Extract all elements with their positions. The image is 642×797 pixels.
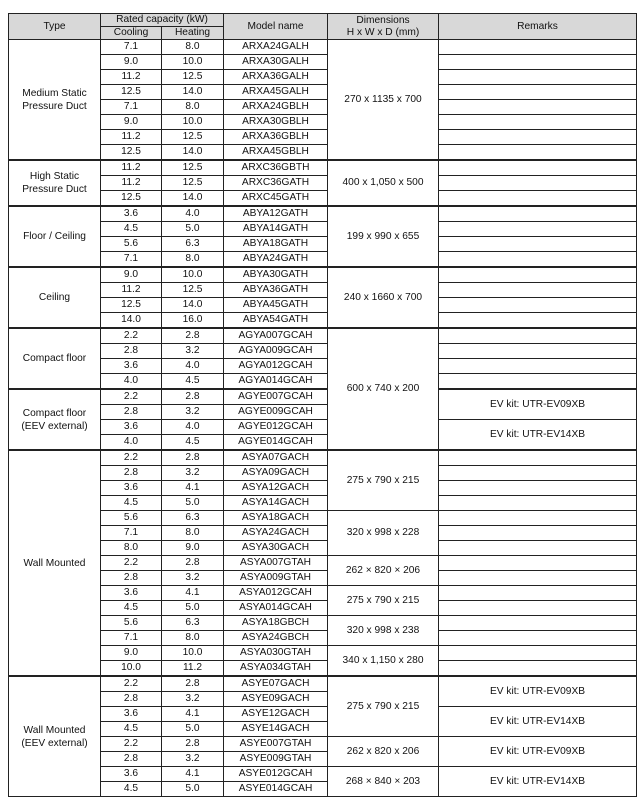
table-row <box>9 130 637 145</box>
type-cell <box>9 328 101 389</box>
cooling-cell: 9.0 <box>101 115 162 130</box>
remarks-cell <box>439 40 637 55</box>
dimensions-cell: 400 x 1,050 x 500 <box>328 160 439 206</box>
model-name-cell: ARXA30GBLH <box>224 115 328 130</box>
heating-cell: 8.0 <box>162 252 224 268</box>
model-name-cell: ARXA24GBLH <box>224 100 328 115</box>
cooling-cell: 2.8 <box>101 692 162 707</box>
table-row <box>9 466 637 481</box>
cooling-cell: 3.6 <box>101 420 162 435</box>
model-name-cell: AGYA012GCAH <box>224 359 328 374</box>
cooling-cell: 2.2 <box>101 389 162 405</box>
table-row <box>9 145 637 161</box>
table-row <box>9 389 637 405</box>
remarks-cell <box>439 631 637 646</box>
cooling-cell: 2.2 <box>101 328 162 344</box>
heating-cell: 5.0 <box>162 222 224 237</box>
remarks-cell: EV kit: UTR-EV09XB <box>439 676 637 707</box>
remarks-cell <box>439 359 637 374</box>
table-row <box>9 767 637 782</box>
heating-cell: 5.0 <box>162 782 224 797</box>
remarks-cell <box>439 70 637 85</box>
model-name-cell: ASYA034GTAH <box>224 661 328 677</box>
heating-cell: 5.0 <box>162 722 224 737</box>
table-row <box>9 631 637 646</box>
cooling-cell: 4.5 <box>101 601 162 616</box>
heating-cell: 3.2 <box>162 571 224 586</box>
remarks-cell <box>439 206 637 222</box>
model-name-cell: ASYE07GACH <box>224 676 328 692</box>
table-row <box>9 85 637 100</box>
model-name-cell: ASYA012GCAH <box>224 586 328 601</box>
heating-cell: 12.5 <box>162 283 224 298</box>
heating-cell: 4.5 <box>162 435 224 451</box>
remarks-cell: EV kit: UTR-EV14XB <box>439 767 637 797</box>
cooling-cell: 3.6 <box>101 586 162 601</box>
heating-cell: 12.5 <box>162 160 224 176</box>
type-label-line: Compact floor <box>22 353 87 364</box>
type-label-line: Floor / Ceiling <box>23 231 86 242</box>
cooling-cell: 2.2 <box>101 737 162 752</box>
remarks-cell <box>439 586 637 601</box>
model-name-cell: ABYA30GATH <box>224 267 328 283</box>
remarks-cell <box>439 267 637 283</box>
table-row <box>9 206 637 222</box>
remarks-cell <box>439 450 637 466</box>
dimensions-cell: 268 × 840 × 203 <box>328 767 439 797</box>
cooling-cell: 2.2 <box>101 556 162 571</box>
heating-cell: 6.3 <box>162 616 224 631</box>
heating-cell: 2.8 <box>162 676 224 692</box>
cooling-cell: 11.2 <box>101 130 162 145</box>
model-name-cell: AGYE012GCAH <box>224 420 328 435</box>
heating-cell: 10.0 <box>162 646 224 661</box>
table-row <box>9 40 637 55</box>
cooling-cell: 4.0 <box>101 374 162 390</box>
cooling-cell: 4.5 <box>101 782 162 797</box>
type-cell <box>9 160 101 206</box>
heating-cell: 9.0 <box>162 541 224 556</box>
remarks-cell <box>439 85 637 100</box>
cooling-cell: 2.8 <box>101 405 162 420</box>
type-label-line: Pressure Duct <box>22 184 87 195</box>
header-dimensions-line1: Dimensions <box>356 14 410 26</box>
model-name-cell: ASYA24GACH <box>224 526 328 541</box>
heating-cell: 10.0 <box>162 115 224 130</box>
remarks-cell <box>439 283 637 298</box>
heating-cell: 12.5 <box>162 70 224 85</box>
type-cell <box>9 389 101 450</box>
table-row <box>9 344 637 359</box>
type-label-line: Pressure Duct <box>22 100 87 112</box>
dimensions-cell: 199 x 990 x 655 <box>328 206 439 267</box>
model-name-cell: ASYA009GTAH <box>224 571 328 586</box>
heating-cell: 2.8 <box>162 737 224 752</box>
table-row <box>9 115 637 130</box>
cooling-cell: 14.0 <box>101 313 162 329</box>
remarks-cell <box>439 344 637 359</box>
model-name-cell: ASYE012GCAH <box>224 767 328 782</box>
model-name-cell: ARXA24GALH <box>224 40 328 55</box>
cooling-cell: 2.8 <box>101 466 162 481</box>
heating-cell: 3.2 <box>162 405 224 420</box>
table-row <box>9 496 637 511</box>
cooling-cell: 5.6 <box>101 237 162 252</box>
heating-cell: 8.0 <box>162 100 224 115</box>
model-name-cell: ASYA07GACH <box>224 450 328 466</box>
remarks-cell <box>439 298 637 313</box>
table-row <box>9 586 637 601</box>
model-name-cell: AGYA007GCAH <box>224 328 328 344</box>
heating-cell: 12.5 <box>162 130 224 145</box>
table-row <box>9 450 637 466</box>
cooling-cell: 2.8 <box>101 571 162 586</box>
remarks-cell <box>439 511 637 526</box>
cooling-cell: 5.6 <box>101 511 162 526</box>
model-name-cell: AGYE014GCAH <box>224 435 328 451</box>
heating-cell: 14.0 <box>162 298 224 313</box>
cooling-cell: 4.5 <box>101 496 162 511</box>
model-name-cell: ABYA18GATH <box>224 237 328 252</box>
table-row <box>9 646 637 661</box>
model-name-cell: ABYA24GATH <box>224 252 328 268</box>
table-row <box>9 707 637 722</box>
cooling-cell: 8.0 <box>101 541 162 556</box>
remarks-cell <box>439 646 637 661</box>
cooling-cell: 11.2 <box>101 283 162 298</box>
type-label-line: High Static <box>29 171 80 182</box>
remarks-cell: EV kit: UTR-EV09XB <box>439 737 637 767</box>
remarks-cell <box>439 176 637 191</box>
model-name-cell: ARXA36GALH <box>224 70 328 85</box>
type-cell <box>9 450 101 676</box>
remarks-cell <box>439 571 637 586</box>
cooling-cell: 2.2 <box>101 450 162 466</box>
cooling-cell: 9.0 <box>101 55 162 70</box>
header-type: Type <box>9 14 101 40</box>
remarks-cell <box>439 601 637 616</box>
remarks-cell <box>439 496 637 511</box>
model-name-cell: ARXC36GATH <box>224 176 328 191</box>
remarks-cell <box>439 374 637 390</box>
table-row <box>9 737 637 752</box>
remarks-cell <box>439 222 637 237</box>
table-header <box>9 14 637 40</box>
remarks-cell <box>439 313 637 329</box>
model-name-cell: ASYA030GTAH <box>224 646 328 661</box>
table-row <box>9 359 637 374</box>
model-name-cell: ASYA014GCAH <box>224 601 328 616</box>
model-name-cell: ASYA007GTAH <box>224 556 328 571</box>
heating-cell: 4.0 <box>162 420 224 435</box>
model-name-cell: ARXC45GATH <box>224 191 328 207</box>
remarks-cell <box>439 252 637 268</box>
cooling-cell: 2.2 <box>101 676 162 692</box>
header-dimensions <box>328 14 439 40</box>
remarks-cell <box>439 661 637 677</box>
remarks-cell: EV kit: UTR-EV14XB <box>439 707 637 737</box>
table-row <box>9 100 637 115</box>
table-row <box>9 191 637 207</box>
header-heating: Heating <box>162 27 224 40</box>
heating-cell: 4.1 <box>162 586 224 601</box>
model-name-cell: ABYA36GATH <box>224 283 328 298</box>
cooling-cell: 7.1 <box>101 631 162 646</box>
cooling-cell: 3.6 <box>101 707 162 722</box>
cooling-cell: 2.8 <box>101 752 162 767</box>
type-cell <box>9 206 101 267</box>
model-name-cell: ASYA14GACH <box>224 496 328 511</box>
remarks-cell <box>439 55 637 70</box>
heating-cell: 4.0 <box>162 206 224 222</box>
type-label-line: Wall Mounted <box>23 724 86 736</box>
table-row <box>9 70 637 85</box>
type-cell <box>9 40 101 161</box>
model-name-cell: ASYA12GACH <box>224 481 328 496</box>
heating-cell: 3.2 <box>162 344 224 359</box>
heating-cell: 2.8 <box>162 450 224 466</box>
heating-cell: 3.2 <box>162 466 224 481</box>
cooling-cell: 4.0 <box>101 435 162 451</box>
table-row <box>9 252 637 268</box>
table-row <box>9 374 637 390</box>
heating-cell: 3.2 <box>162 752 224 767</box>
model-name-cell: ASYA30GACH <box>224 541 328 556</box>
table-row <box>9 313 637 329</box>
type-label-line: Ceiling <box>38 292 71 303</box>
model-name-cell: ASYA09GACH <box>224 466 328 481</box>
table-row <box>9 222 637 237</box>
table-row <box>9 283 637 298</box>
table-body <box>9 40 637 797</box>
remarks-cell <box>439 466 637 481</box>
model-name-cell: ARXA45GALH <box>224 85 328 100</box>
dimensions-cell: 240 x 1660 x 700 <box>328 267 439 328</box>
table-row <box>9 55 637 70</box>
remarks-cell: EV kit: UTR-EV09XB <box>439 389 637 420</box>
table-row <box>9 601 637 616</box>
model-name-cell: ARXC36GBTH <box>224 160 328 176</box>
type-cell <box>9 676 101 797</box>
cooling-cell: 10.0 <box>101 661 162 677</box>
heating-cell: 10.0 <box>162 55 224 70</box>
cooling-cell: 5.6 <box>101 616 162 631</box>
remarks-cell <box>439 328 637 344</box>
table-row <box>9 616 637 631</box>
model-name-cell: ASYE009GTAH <box>224 752 328 767</box>
dimensions-cell: 320 x 998 x 228 <box>328 511 439 556</box>
cooling-cell: 11.2 <box>101 160 162 176</box>
cooling-cell: 3.6 <box>101 206 162 222</box>
table-row <box>9 661 637 677</box>
table-row <box>9 237 637 252</box>
heating-cell: 2.8 <box>162 556 224 571</box>
heating-cell: 4.5 <box>162 374 224 390</box>
table-row <box>9 160 637 176</box>
model-name-cell: ASYE12GACH <box>224 707 328 722</box>
cooling-cell: 12.5 <box>101 145 162 161</box>
cooling-cell: 3.6 <box>101 767 162 782</box>
table-row <box>9 267 637 283</box>
cooling-cell: 9.0 <box>101 646 162 661</box>
heating-cell: 14.0 <box>162 191 224 207</box>
cooling-cell: 9.0 <box>101 267 162 283</box>
heating-cell: 5.0 <box>162 601 224 616</box>
type-label-line: Wall Mounted <box>23 557 86 569</box>
heating-cell: 6.3 <box>162 511 224 526</box>
model-name-cell: ASYE007GTAH <box>224 737 328 752</box>
cooling-cell: 4.5 <box>101 222 162 237</box>
heating-cell: 14.0 <box>162 85 224 100</box>
table-row <box>9 481 637 496</box>
dimensions-cell: 275 x 790 x 215 <box>328 676 439 737</box>
table-row <box>9 511 637 526</box>
heating-cell: 2.8 <box>162 328 224 344</box>
remarks-cell <box>439 541 637 556</box>
remarks-cell <box>439 130 637 145</box>
cooling-cell: 12.5 <box>101 85 162 100</box>
dimensions-cell: 320 x 998 x 238 <box>328 616 439 646</box>
model-name-cell: AGYE009GCAH <box>224 405 328 420</box>
heating-cell: 14.0 <box>162 145 224 161</box>
cooling-cell: 7.1 <box>101 100 162 115</box>
model-name-cell: ABYA12GATH <box>224 206 328 222</box>
heating-cell: 4.1 <box>162 707 224 722</box>
type-label-line: Medium Static <box>22 87 87 99</box>
model-name-cell: AGYE007GCAH <box>224 389 328 405</box>
heating-cell: 4.1 <box>162 767 224 782</box>
table-row <box>9 176 637 191</box>
model-name-cell: ASYA18GBCH <box>224 616 328 631</box>
heating-cell: 2.8 <box>162 389 224 405</box>
cooling-cell: 11.2 <box>101 176 162 191</box>
header-cooling: Cooling <box>101 27 162 40</box>
model-name-cell: ASYE09GACH <box>224 692 328 707</box>
table-row <box>9 541 637 556</box>
remarks-cell <box>439 556 637 571</box>
dimensions-cell: 262 x 820 x 206 <box>328 737 439 767</box>
cooling-cell: 7.1 <box>101 252 162 268</box>
model-name-cell: ABYA54GATH <box>224 313 328 329</box>
remarks-cell <box>439 526 637 541</box>
model-name-cell: ASYE14GACH <box>224 722 328 737</box>
table-row <box>9 526 637 541</box>
remarks-cell <box>439 191 637 207</box>
type-label-line: (EEV external) <box>21 420 88 432</box>
table-row <box>9 298 637 313</box>
table-row <box>9 571 637 586</box>
model-name-cell: ABYA14GATH <box>224 222 328 237</box>
remarks-cell <box>439 616 637 631</box>
model-name-cell: ARXA30GALH <box>224 55 328 70</box>
header-model-name: Model name <box>224 14 328 40</box>
heating-cell: 8.0 <box>162 526 224 541</box>
remarks-cell <box>439 115 637 130</box>
heating-cell: 3.2 <box>162 692 224 707</box>
cooling-cell: 4.5 <box>101 722 162 737</box>
model-name-cell: AGYA009GCAH <box>224 344 328 359</box>
heating-cell: 11.2 <box>162 661 224 677</box>
dimensions-cell: 270 x 1135 x 700 <box>328 40 439 161</box>
heating-cell: 10.0 <box>162 267 224 283</box>
model-name-cell: ASYE014GCAH <box>224 782 328 797</box>
table-row <box>9 556 637 571</box>
table-row <box>9 676 637 692</box>
type-cell <box>9 267 101 328</box>
remarks-cell <box>439 100 637 115</box>
table-row <box>9 328 637 344</box>
remarks-cell <box>439 145 637 161</box>
remarks-cell <box>439 160 637 176</box>
cooling-cell: 7.1 <box>101 526 162 541</box>
table-row <box>9 420 637 435</box>
dimensions-cell: 600 x 740 x 200 <box>328 328 439 450</box>
heating-cell: 8.0 <box>162 40 224 55</box>
model-name-cell: ARXA36GBLH <box>224 130 328 145</box>
remarks-cell: EV kit: UTR-EV14XB <box>439 420 637 451</box>
model-name-cell: ASYA18GACH <box>224 511 328 526</box>
cooling-cell: 7.1 <box>101 40 162 55</box>
remarks-cell <box>439 481 637 496</box>
cooling-cell: 12.5 <box>101 298 162 313</box>
model-name-cell: AGYA014GCAH <box>224 374 328 390</box>
header-remarks: Remarks <box>439 14 637 40</box>
header-rated-capacity: Rated capacity (kW) <box>101 14 224 27</box>
dimensions-cell: 275 x 790 x 215 <box>328 586 439 616</box>
remarks-cell <box>439 237 637 252</box>
model-name-cell: ASYA24GBCH <box>224 631 328 646</box>
header-dimensions-line2: H x W x D (mm) <box>346 26 420 38</box>
dimensions-cell: 262 × 820 × 206 <box>328 556 439 586</box>
cooling-cell: 2.8 <box>101 344 162 359</box>
heating-cell: 16.0 <box>162 313 224 329</box>
heating-cell: 12.5 <box>162 176 224 191</box>
type-label-line: (EEV external) <box>21 737 88 749</box>
type-label-line: Compact floor <box>22 407 87 419</box>
cooling-cell: 3.6 <box>101 359 162 374</box>
heating-cell: 4.0 <box>162 359 224 374</box>
heating-cell: 8.0 <box>162 631 224 646</box>
cooling-cell: 11.2 <box>101 70 162 85</box>
dimensions-cell: 275 x 790 x 215 <box>328 450 439 511</box>
dimensions-cell: 340 x 1,150 x 280 <box>328 646 439 677</box>
cooling-cell: 3.6 <box>101 481 162 496</box>
heating-cell: 4.1 <box>162 481 224 496</box>
heating-cell: 6.3 <box>162 237 224 252</box>
cooling-cell: 12.5 <box>101 191 162 207</box>
model-name-cell: ARXA45GBLH <box>224 145 328 161</box>
model-name-cell: ABYA45GATH <box>224 298 328 313</box>
model-spec-table <box>8 13 637 797</box>
heating-cell: 5.0 <box>162 496 224 511</box>
